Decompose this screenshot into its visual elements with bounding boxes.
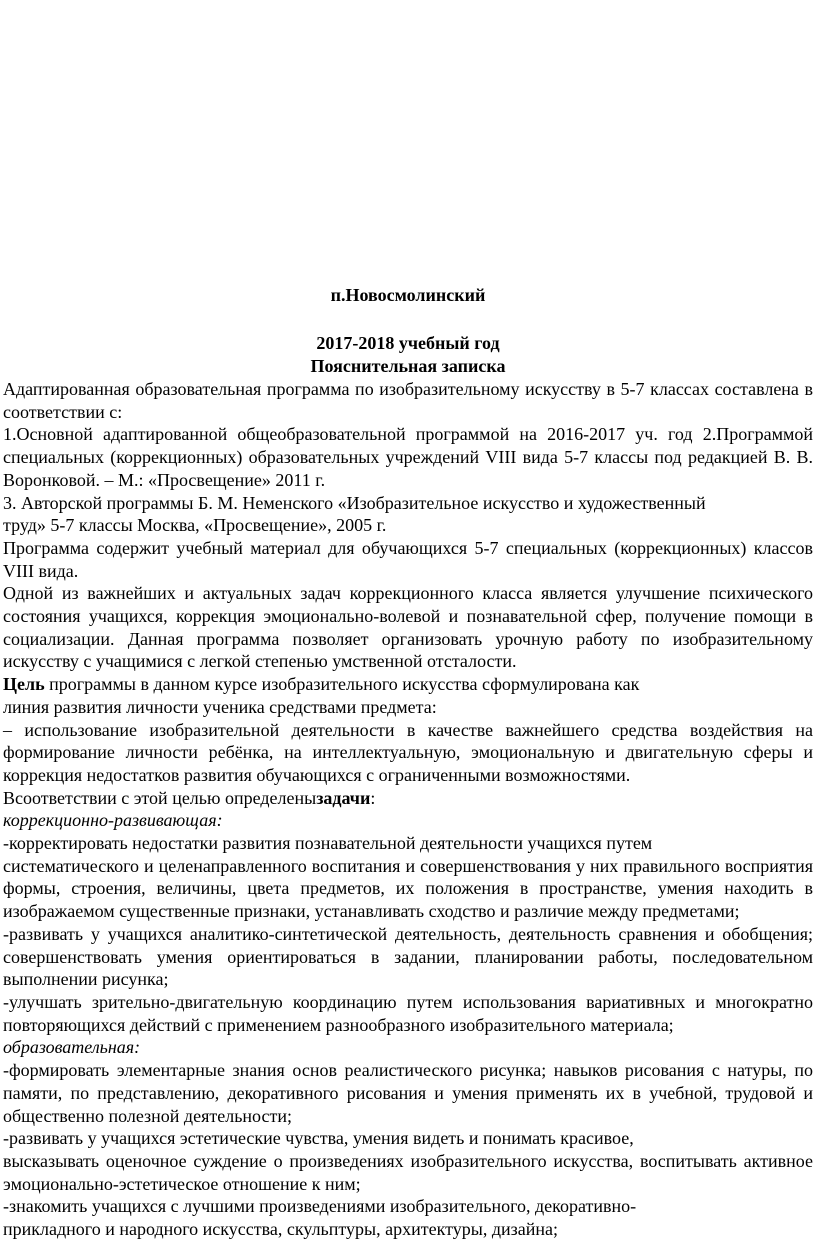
edu-item-3a: -знакомить учащихся с лучшими произведениями изобразительного, декоративно- (3, 1196, 637, 1217)
paragraph-goal-line: линия развития личности ученика средствами предмета: (3, 696, 437, 717)
corr-item-2: -развивать у учащихся аналитико-синтетической деятельность, деятельность сравнения и обобщения; совершенствовать умения ориентироваться в задании, планировании работы, последовательном выполнении рисунка; (3, 923, 813, 990)
paragraph-sources: 1.Основной адаптированной общеобразовательной программой на 2016-2017 уч. год 2.Программой специальных (коррекционных) образовательных учреждений VIII вида 5-7 классы под редакцией В. В. Воронковой. – М.: «Просвещение» 2011 г. (3, 424, 813, 490)
paragraph-goal (3, 673, 813, 696)
paragraph-intro: Адаптированная образовательная программа по изобразительному искусству в 5-7 классах составлена в соответствии с: (3, 379, 813, 422)
edu-item-2a: -развивать у учащихся эстетические чувства, умения видеть и понимать красивое, (3, 1128, 634, 1149)
goal-text: программы в данном курсе изобразительного искусства сформулирована как (44, 674, 640, 695)
edu-item-2b: высказывать оценочное суждение о произведениях изобразительного искусства, воспитывать активное эмоционально-эстетическое отношение к ним; (3, 1150, 813, 1194)
place-heading: п.Новосмолинский (330, 285, 486, 305)
document-title: Пояснительная записка (310, 356, 506, 376)
edu-item-3b: прикладного и народного искусства, скульптуры, архитектуры, дизайна; (3, 1219, 558, 1240)
corr-item-1b: систематического и целенаправленного воспитания и совершенствования у них правильного восприятия формы, строения, величины, цвета предметов, их положения в пространстве, умения находить в изображаемом существенные признаки, устанавливать сходство и различие между предметами; (3, 855, 813, 922)
paragraph-author-program-b: труд» 5-7 классы Москва, «Просвещение», 2005 г. (3, 515, 387, 536)
corr-item-3: -улучшать зрительно-двигательную координацию путем использования вариативных и многократно повторяющихся действий с применением разнообразного изобразительного материала; (3, 991, 813, 1035)
document-body (3, 378, 813, 1241)
tasks-post: : (370, 787, 376, 808)
paragraph-content: Программа содержит учебный материал для обучающихся 5-7 специальных (коррекционных) классов VIII вида. (3, 537, 813, 581)
tasks-label: задачи (316, 787, 371, 808)
paragraph-goal-detail: – использование изобразительной деятельности в качестве важнейшего средства воздействия на формирование личности ребёнка, на интеллектуальную, эмоциональную и двигательную сферы и коррекция недостатков развития обучающихся с ограниченными возможностями. (3, 719, 813, 785)
corr-item-1a: -корректировать недостатки развития познавательной деятельности учащихся путем (3, 833, 653, 854)
edu-item-1: -формировать элементарные знания основ реалистического рисунка; навыков рисования с натуры, по памяти, по представлению, декоративного рисования и умения применять их в учебной, трудовой и общественно полезной деятельности; (3, 1060, 813, 1126)
paragraph-author-program-a: 3. Авторской программы Б. М. Неменского «Изобразительное искусство и художественный (3, 492, 706, 513)
paragraph-tasks-class: Одной из важнейших и актуальных задач коррекционного класса является улучшение психического состояния учащихся, коррекция эмоционально-волевой и познавательной сфер, получение помощи в социализации. Данная программа позволяет организовать урочную работу по изобразительному искусству с учащимися с легкой степенью умственной отсталости. (3, 583, 813, 672)
goal-label: Цель (3, 674, 45, 695)
tasks-pre: Всоответствии с этой целью определены (3, 787, 317, 808)
paragraph-tasks (3, 787, 813, 810)
heading-educational: образовательная: (3, 1037, 141, 1058)
year-heading: 2017-2018 учебный год (316, 333, 500, 353)
heading-correctional: коррекционно-развивающая: (3, 810, 223, 831)
